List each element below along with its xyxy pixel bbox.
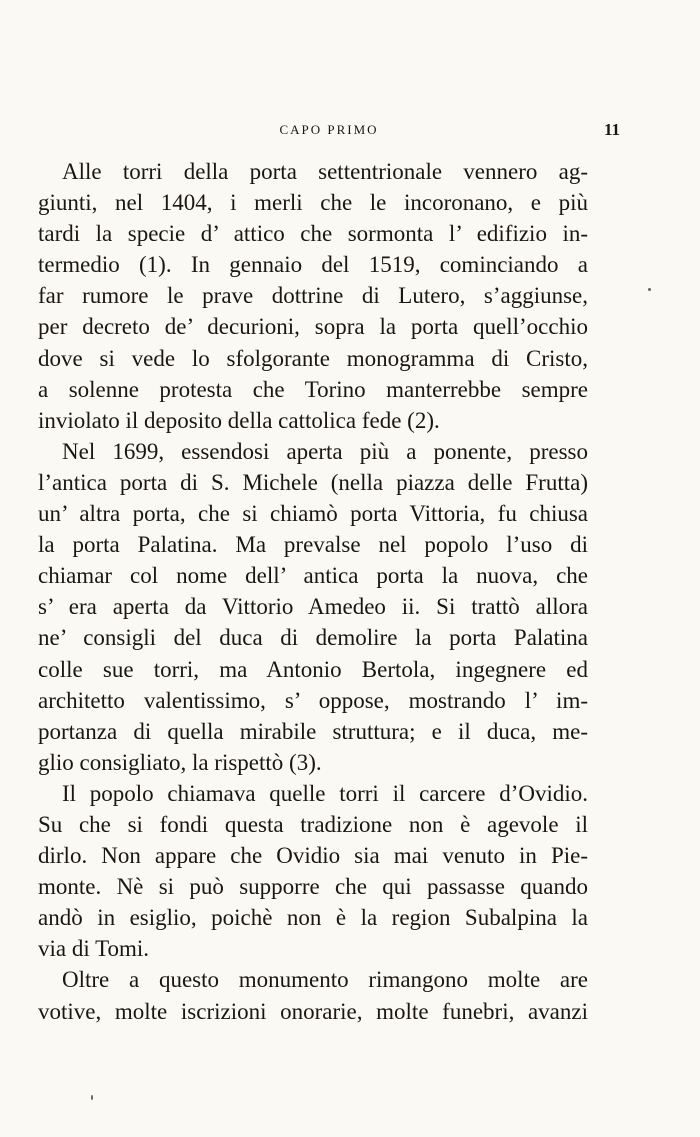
text-line: Nel 1699, essendosi aperta più a ponente, presso (62, 438, 588, 464)
text-line: ne’ consigli del duca di demolire la porta Palatina (38, 625, 588, 651)
text-line: termedio (1). In gennaio del 1519, cominciando a (38, 252, 588, 278)
text-line: Su che si fondi questa tradizione non è agevole il (38, 811, 588, 837)
text-line: la porta Palatina. Ma prevalse nel popolo l’uso di (38, 532, 588, 558)
paper-speck (91, 1095, 93, 1100)
text-line: Alle torri della porta settentrionale vennero ag- (62, 159, 588, 184)
text-line: via di Tomi. (38, 936, 150, 962)
running-head (38, 120, 620, 142)
text-line: far rumore le prave dottrine di Lutero, s’aggiunse, (38, 283, 588, 309)
text-line: a solenne protesta che Torino manterrebbe sempre (38, 376, 588, 402)
text-line: chiamar col nome dell’ antica porta la nuova, che (38, 563, 588, 589)
paragraph-2 (38, 436, 588, 778)
text-line: tardi la specie d’ attico che sormonta l’ edifizio in- (38, 221, 588, 247)
paragraph-1 (38, 156, 588, 436)
text-line: monte. Nè si può supporre che qui passasse quando (38, 874, 588, 900)
text-line: Il popolo chiamava quelle torri il carcere d’Ovidio. (62, 780, 588, 806)
body-text (38, 156, 588, 1027)
text-line: inviolato il deposito della cattolica fede (2). (38, 407, 440, 433)
page-number: 11 (603, 120, 620, 139)
text-line: dove si vede lo sfolgorante monogramma di Cristo, (38, 345, 588, 371)
text-line: per decreto de’ decurioni, sopra la porta quell’occhio (38, 314, 588, 340)
text-line: architetto valentissimo, s’ oppose, mostrando l’ im- (38, 687, 588, 713)
text-line: Oltre a questo monumento rimangono molte are (62, 967, 588, 993)
text-line: l’antica porta di S. Michele (nella piazza delle Frutta) (38, 469, 588, 495)
text-line: glio consigliato, la rispettò (3). (38, 749, 322, 775)
text-line: andò in esiglio, poichè non è la region Subalpina la (38, 905, 588, 931)
text-line: portanza di quella mirabile struttura; e il duca, me- (38, 718, 588, 744)
running-title: CAPO PRIMO (279, 122, 379, 137)
text-line: votive, molte iscrizioni onorarie, molte funebri, avanzi (38, 998, 588, 1024)
paragraph-3 (38, 778, 588, 965)
paragraph-4 (38, 964, 588, 1026)
text-line: s’ era aperta da Vittorio Amedeo ii. Si trattò allora (38, 594, 588, 620)
paper-speck (648, 288, 651, 291)
text-line: giunti, nel 1404, i merli che le incoronano, e più (38, 190, 588, 216)
text-line: un’ altra porta, che si chiamò porta Vittoria, fu chiusa (38, 501, 588, 527)
text-line: dirlo. Non appare che Ovidio sia mai venuto in Pie- (38, 843, 588, 869)
text-line: colle sue torri, ma Antonio Bertola, ingegnere ed (38, 656, 588, 682)
